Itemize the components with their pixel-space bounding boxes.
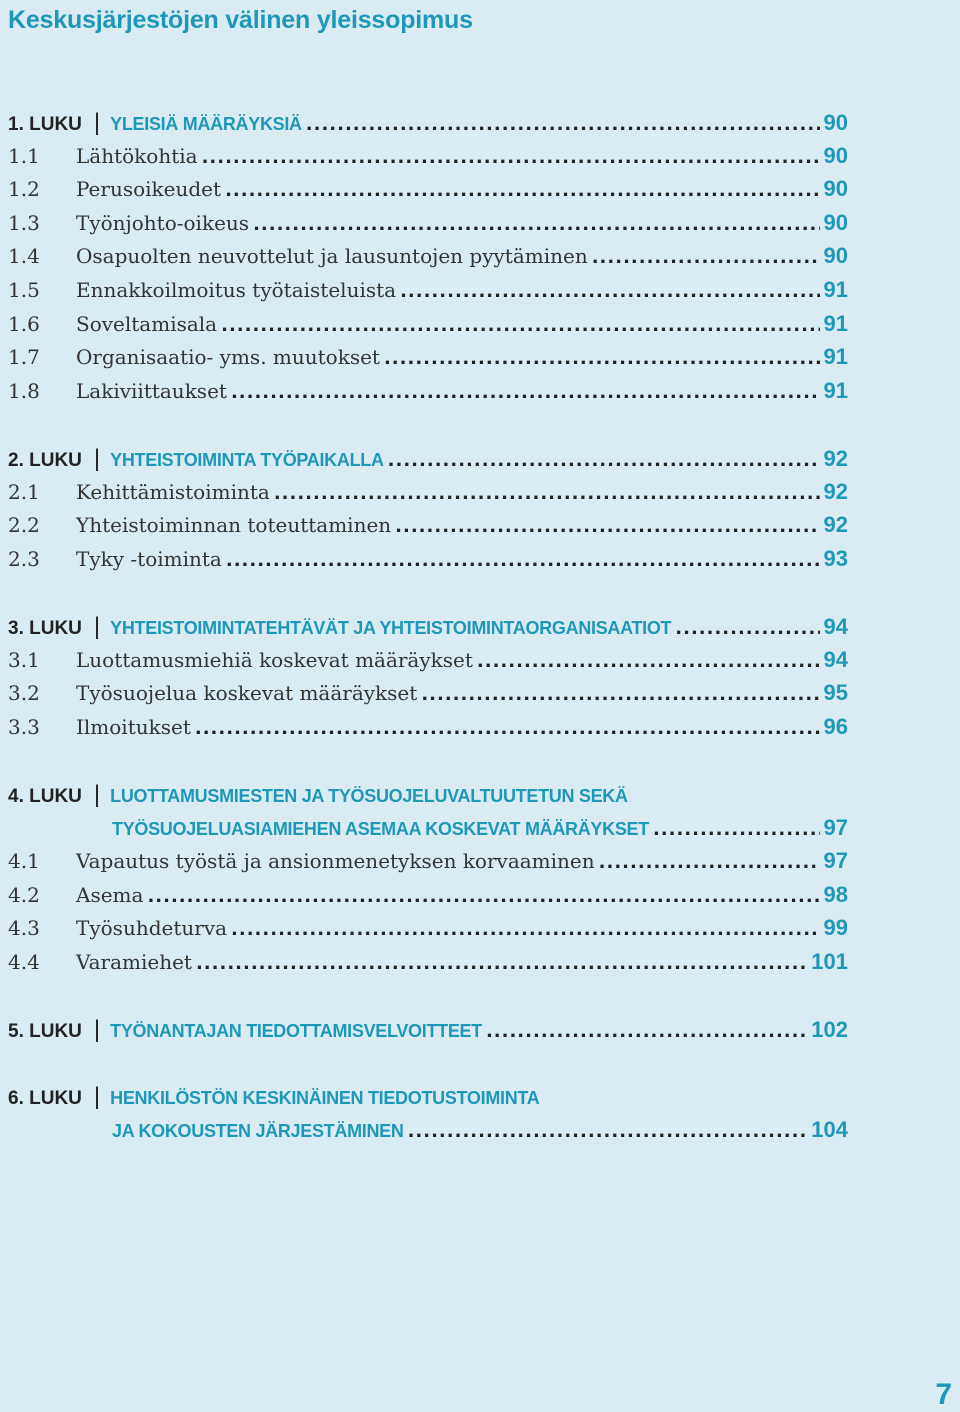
chapter-title: HENKILÖSTÖN KESKINÄINEN TIEDOTUSTOIMINTA	[110, 1088, 540, 1109]
leader-dots	[221, 317, 819, 335]
leader-dots	[202, 149, 820, 167]
chapter-divider: |	[93, 1016, 101, 1044]
section-number: 1.5	[8, 278, 40, 302]
leader-dots	[675, 620, 819, 638]
section-page: 94	[823, 646, 848, 672]
section-page: 99	[823, 915, 848, 941]
section-number: 1.7	[8, 345, 40, 370]
section-number: 3.1	[8, 647, 40, 672]
toc-entry[interactable]	[8, 714, 848, 744]
toc-entry[interactable]	[8, 176, 848, 206]
leader-dots	[231, 921, 819, 939]
leader-dots	[477, 653, 820, 671]
section-title: Lähtökohtia	[76, 143, 198, 168]
section-title: Varamiehet	[76, 950, 192, 974]
chapter-heading[interactable]	[8, 445, 848, 475]
chapter-divider: |	[93, 445, 101, 472]
section-page: 101	[811, 949, 848, 974]
leader-dots	[195, 720, 820, 738]
section-number: 1.2	[8, 177, 40, 202]
chapter-page: 90	[823, 110, 848, 135]
toc-entry[interactable]	[8, 915, 848, 945]
section-number: 2.3	[8, 546, 40, 571]
leader-dots	[599, 854, 820, 872]
leader-dots	[231, 384, 820, 402]
toc-entry[interactable]	[8, 143, 848, 173]
toc-entry[interactable]	[8, 378, 848, 408]
section-title: Yhteistoiminnan toteuttaminen	[76, 513, 392, 538]
section-title: Osapuolten neuvottelut ja lausuntojen pyytäminen	[76, 244, 588, 269]
chapter-title: LUOTTAMUSMIESTEN JA TYÖSUOJELUVALTUUTETUN SEKÄ	[110, 786, 628, 806]
toc-entry[interactable]	[8, 243, 848, 273]
toc-entry[interactable]	[8, 949, 848, 979]
chapter-heading[interactable]	[8, 1016, 848, 1046]
section-number: 4.1	[8, 849, 40, 874]
section-title: Perusoikeudet	[76, 177, 222, 202]
section-page: 98	[823, 881, 848, 907]
leader-dots	[388, 452, 820, 470]
section-title: Ennakkoilmoitus työtaisteluista	[76, 278, 397, 302]
section-page: 90	[823, 142, 848, 168]
section-number: 4.3	[8, 916, 40, 941]
chapter-label: 6. LUKU	[8, 1088, 82, 1110]
section-title: Kehittämistoiminta	[76, 479, 270, 504]
leader-dots	[421, 686, 819, 704]
chapter-divider: |	[93, 781, 101, 808]
section-title: Ilmoitukset	[76, 714, 191, 739]
section-title: Asema	[76, 882, 144, 907]
section-number: 1.1	[8, 143, 40, 168]
section-page: 90	[823, 209, 848, 235]
leader-dots	[306, 116, 820, 134]
chapter-heading-continued[interactable]	[112, 1117, 848, 1147]
leader-dots	[592, 249, 820, 267]
chapter-heading[interactable]	[8, 613, 848, 643]
section-page: 91	[823, 277, 848, 302]
section-number: 1.3	[8, 210, 40, 235]
section-number: 2.1	[8, 479, 40, 504]
section-number: 1.6	[8, 311, 40, 336]
section-number: 4.4	[8, 950, 40, 974]
page-number: 7	[935, 1378, 952, 1411]
section-page: 97	[823, 848, 848, 874]
section-page: 93	[823, 545, 848, 571]
section-title: Lakiviittaukset	[76, 378, 227, 403]
toc-entry[interactable]	[8, 311, 848, 341]
leader-dots	[253, 216, 819, 234]
section-page: 91	[823, 344, 848, 370]
section-page: 95	[823, 680, 848, 706]
toc-entry[interactable]	[8, 479, 848, 509]
toc-entry[interactable]	[8, 680, 848, 710]
toc-entry[interactable]	[8, 882, 848, 912]
chapter-label: 3. LUKU	[8, 618, 82, 639]
chapter-title: YHTEISTOIMINTATEHTÄVÄT JA YHTEISTOIMINTAORGANISAATIOT	[110, 618, 672, 638]
section-page: 90	[823, 176, 848, 202]
toc-entry[interactable]	[8, 277, 848, 307]
section-number: 3.3	[8, 714, 40, 739]
section-page: 90	[823, 243, 848, 269]
section-page: 92	[823, 478, 848, 504]
section-number: 3.2	[8, 681, 40, 706]
chapter-heading[interactable]	[8, 1083, 848, 1113]
chapter-title-continued: JA KOKOUSTEN JÄRJESTÄMINEN	[112, 1121, 404, 1141]
section-title: Työsuhdeturva	[76, 916, 228, 941]
chapter-divider: |	[93, 1083, 101, 1111]
chapter-page: 94	[823, 614, 848, 639]
leader-dots	[147, 888, 819, 906]
section-title: Työsuojelua koskevat määräykset	[76, 681, 418, 706]
chapter-label: 4. LUKU	[8, 786, 82, 807]
leader-dots	[225, 182, 819, 200]
leader-dots	[400, 283, 819, 301]
section-title: Luottamusmiehiä koskevat määräykset	[76, 647, 473, 672]
section-number: 1.8	[8, 378, 40, 403]
leader-dots	[226, 552, 820, 570]
section-page: 91	[823, 377, 848, 403]
toc-entry[interactable]	[8, 210, 848, 240]
chapter-page: 92	[823, 446, 848, 471]
toc-entry[interactable]	[8, 546, 848, 576]
chapter-page: 104	[811, 1117, 848, 1142]
toc-entry[interactable]	[8, 512, 848, 542]
chapter-page: 102	[811, 1017, 848, 1043]
section-number: 2.2	[8, 513, 40, 538]
section-title: Tyky -toiminta	[76, 546, 222, 571]
section-title: Soveltamisala	[76, 311, 218, 336]
section-page: 96	[823, 713, 848, 739]
chapter-heading-continued[interactable]	[112, 815, 848, 845]
leader-dots	[653, 821, 820, 839]
section-title: Organisaatio- yms. muutokset	[76, 345, 380, 370]
section-title: Vapautus työstä ja ansionmenetyksen korvaaminen	[76, 849, 595, 874]
section-number: 1.4	[8, 244, 40, 269]
leader-dots	[274, 485, 820, 503]
section-number: 4.2	[8, 882, 40, 907]
toc-entry[interactable]	[8, 848, 848, 878]
chapter-title: YHTEISTOIMINTA TYÖPAIKALLA	[110, 450, 384, 470]
section-title: Työnjohto-oikeus	[76, 210, 250, 235]
chapter-title-continued: TYÖSUOJELUASIAMIEHEN ASEMAA KOSKEVAT MÄÄRÄYKSET	[112, 818, 649, 839]
toc-entry[interactable]	[8, 647, 848, 677]
leader-dots	[384, 350, 820, 368]
leader-dots	[196, 955, 807, 973]
chapter-label: 1. LUKU	[8, 114, 82, 135]
chapter-heading[interactable]	[8, 781, 848, 811]
chapter-label: 5. LUKU	[8, 1021, 82, 1043]
chapter-page: 97	[823, 814, 848, 840]
chapter-divider: |	[93, 109, 101, 136]
chapter-title: YLEISIÄ MÄÄRÄYKSIÄ	[110, 114, 302, 134]
toc-entry[interactable]	[8, 344, 848, 374]
leader-dots	[408, 1123, 808, 1141]
chapter-heading[interactable]	[8, 109, 848, 139]
section-page: 91	[823, 310, 848, 336]
chapter-title: TYÖNANTAJAN TIEDOTTAMISVELVOITTEET	[110, 1021, 482, 1042]
leader-dots	[395, 518, 819, 536]
chapter-label: 2. LUKU	[8, 450, 82, 471]
leader-dots	[486, 1023, 807, 1041]
section-page: 92	[823, 512, 848, 538]
document-title: Keskusjärjestöjen välinen yleissopimus	[8, 6, 473, 34]
chapter-divider: |	[93, 613, 101, 640]
